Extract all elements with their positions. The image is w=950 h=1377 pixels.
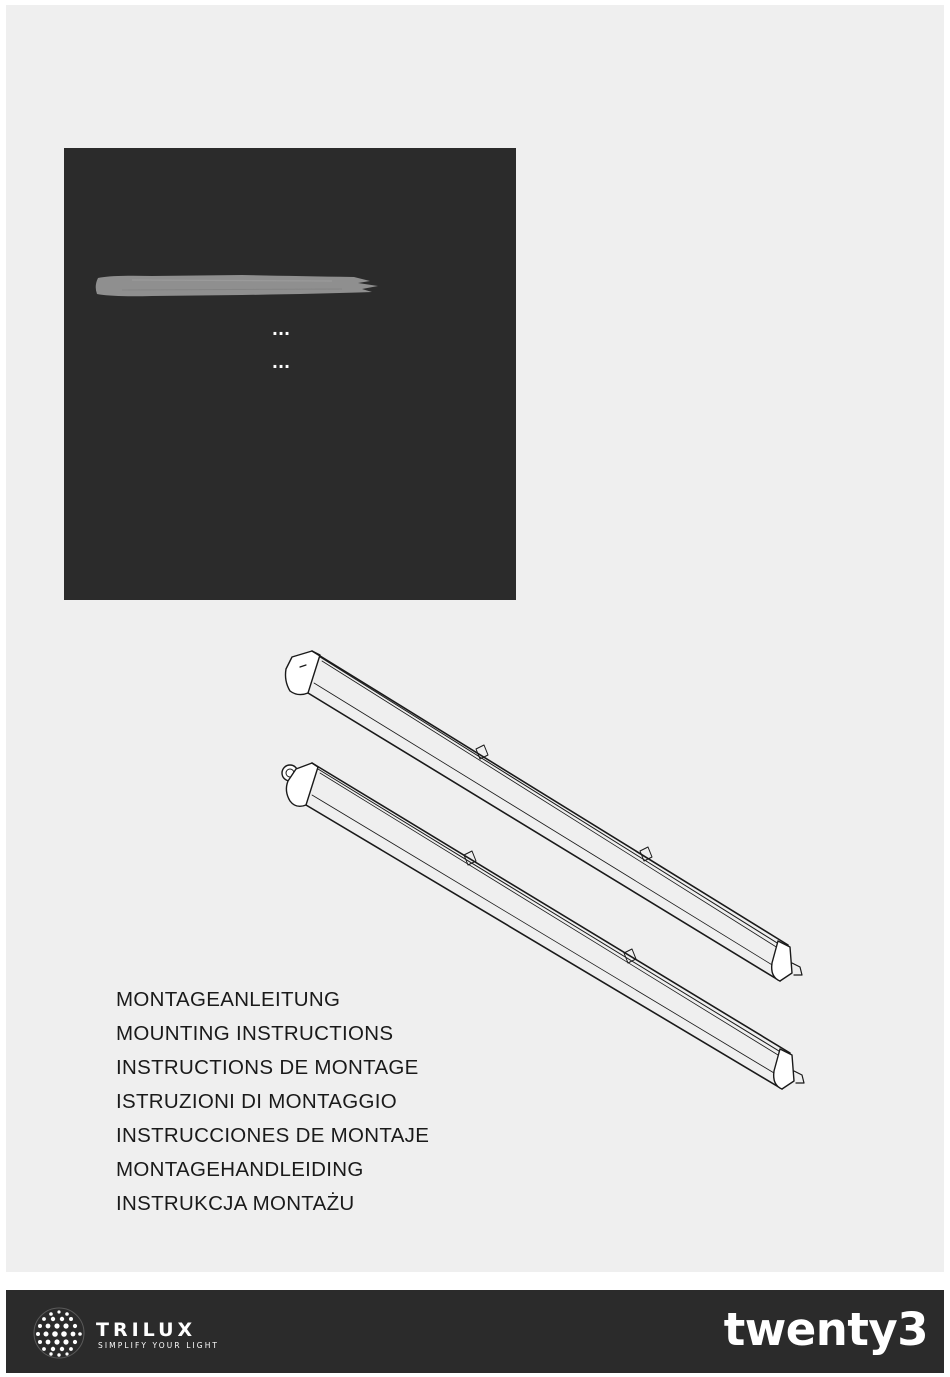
brand-tagline: SIMPLIFY YOUR LIGHT <box>98 1341 220 1350</box>
cover-dark-box <box>64 148 516 600</box>
placeholder-dots-bottom: ... <box>271 353 291 372</box>
title-it: ISTRUZIONI DI MONTAGGIO <box>116 1090 397 1113</box>
cover-page <box>6 5 944 1272</box>
title-fr: INSTRUCTIONS DE MONTAGE <box>116 1056 419 1079</box>
title-en: MOUNTING INSTRUCTIONS <box>116 1022 394 1045</box>
brand-name: TRILUX <box>96 1319 197 1341</box>
trilux-globe-icon <box>32 1306 86 1360</box>
title-nl: MONTAGEHANDLEIDING <box>116 1158 364 1181</box>
title-de: MONTAGEANLEITUNG <box>116 988 341 1011</box>
title-pl: INSTRUKCJA MONTAŻU <box>116 1192 355 1215</box>
brush-stroke-graphic <box>92 272 380 300</box>
footer-bar <box>6 1290 944 1373</box>
product-name: twenty3 <box>723 1303 928 1356</box>
luminaire-top <box>286 651 803 981</box>
instruction-title-list <box>116 983 429 1221</box>
placeholder-dots-top: ... <box>271 320 291 339</box>
title-es: INSTRUCCIONES DE MONTAJE <box>116 1124 430 1147</box>
